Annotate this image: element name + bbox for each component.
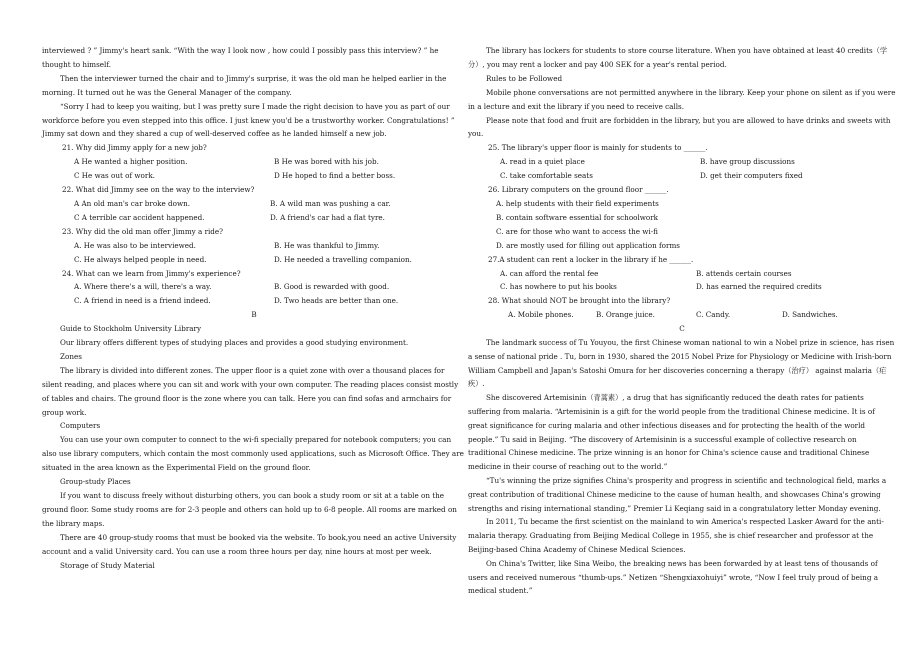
question-28: 28. What should NOT be brought into the library? (488, 296, 671, 306)
passage-paragraph: Please note that food and fruit are forbidden in the library, but you are allowed to have drinks and sweets with you. (468, 115, 891, 139)
question-22: 22. What did Jimmy see on the way to the interview? (62, 185, 255, 195)
left-column (42, 44, 466, 572)
question-21: 21. Why did Jimmy apply for a new job? (62, 143, 207, 153)
question-28-options (468, 308, 896, 322)
option: D. He needed a travelling companion. (274, 254, 412, 264)
option: C. has nowhere to put his books (500, 282, 617, 292)
passage-paragraph: You can use your own computer to connect to the wi-fi specially prepared for notebook computers; you can also use library computers, which contain the most commonly used applications, such as Microsoft Office. They are situated in the area known as the Experimental Field on the ground floor. (42, 435, 464, 473)
section-marker-c: C (679, 324, 685, 334)
option: A. help students with their field experiments (496, 198, 659, 208)
passage-paragraph: The library has lockers for students to store course literature. When you have obtained at least 40 credits（学分）, you may rent a locker and pay 400 SEK for a year's rental period. (468, 46, 888, 69)
question-27: 27.A student can rent a locker in the library if he ______. (488, 254, 694, 264)
option: A. can afford the rental fee (500, 268, 599, 278)
question-24: 24. What can we learn from Jimmy's experience? (62, 268, 241, 278)
passage-paragraph: The landmark success of Tu Youyou, the first Chinese woman national to win a Nobel prize in science, has risen a sense of national pride . Tu, born in 1930, shared the 2015 Nobel Prize for Physiology or Medicine with Irish-born William Campbell and Japan's Satoshi Omura for her discoveries concerning a therapy（治疗） against malaria（疟疾）. (468, 338, 895, 389)
option: D. are mostly used for filling out application forms (496, 240, 680, 250)
option: D. has earned the required credits (696, 282, 822, 292)
section-marker-b: B (251, 310, 257, 320)
passage-paragraph: In 2011, Tu became the first scientist on the mainland to win America's respected Lasker Award for the anti-malaria therapy. Graduating from Beijing Medical College in 1955, she is chief researcher and professor at the Beijing-based China Academy of Chinese Medical Sciences. (468, 517, 884, 554)
option: B. Good is rewarded with good. (274, 282, 390, 292)
option: D. Sandwiches. (782, 310, 838, 320)
option: A He wanted a higher position. (74, 157, 188, 167)
question-24-options (42, 280, 466, 308)
question-25: 25. The library's upper floor is mainly for students to ______. (488, 143, 708, 153)
passage-title: Guide to Stockholm University Library (60, 324, 202, 334)
question-25-options (468, 155, 896, 183)
story-paragraph: “Sorry I had to keep you waiting, but I was pretty sure I made the right decision to have you as part of our workforce before you even stepped into this office. I just knew you'd be a trustworthy worker. Congratulations! ” Jimmy sat down and they shared a cup of well-deserved coffee as he landed himself a new job. (42, 101, 455, 139)
subheading-computers: Computers (60, 421, 101, 431)
subheading-storage: Storage of Study Material (60, 560, 155, 570)
option: B. have group discussions (700, 157, 795, 167)
passage-paragraph: There are 40 group-study rooms that must be booked via the website. To book,you need an active University account and a valid University card. You can use a room three hours per day, nine hours at most per week. (42, 532, 457, 556)
option: B He was bored with his job. (274, 157, 379, 167)
question-26: 26. Library computers on the ground floor ______. (488, 185, 669, 195)
option: C He was out of work. (74, 171, 155, 181)
question-21-options (42, 155, 466, 183)
question-23-options (42, 239, 466, 267)
subheading-group-study: Group-study Places (60, 477, 131, 487)
option: B. contain software essential for schoolwork (496, 212, 659, 222)
passage-paragraph: Mobile phone conversations are not permitted anywhere in the library. Keep your phone on silent as if you were in a lecture and exit the library if you need to receive calls. (468, 87, 896, 111)
option: D He hoped to find a better boss. (274, 171, 396, 181)
right-column (468, 44, 896, 598)
question-23: 23. Why did the old man offer Jimmy a ride? (62, 226, 224, 236)
option: A An old man's car broke down. (74, 198, 191, 208)
option: B. He was thankful to Jimmy. (274, 240, 380, 250)
option: C. take comfortable seats (500, 171, 593, 181)
option: B. A wild man was pushing a car. (270, 198, 391, 208)
option: B. Orange juice. (596, 310, 655, 320)
option: A. Mobile phones. (508, 310, 574, 320)
option: C. are for those who want to access the wi-fi (496, 226, 658, 236)
passage-paragraph: The library is divided into different zones. The upper floor is a quiet zone with over a thousand places for silent reading, and places where you can sit and work with your own computer. The reading places consist mostly of tables and chairs. The ground floor is the zone where you can talk. Here you can find sofas and armchairs for group work. (42, 365, 459, 417)
passage-paragraph: “Tu's winning the prize signifies China's prosperity and progress in scientific and technological field, marks a great contribution of traditional Chinese medicine to the cause of human health, and showcases China's growing strengths and rising international standing,” Premier Li Keqiang said in a congratulatory letter Monday evening. (468, 476, 887, 513)
option: B. attends certain courses (696, 268, 792, 278)
option: D. get their computers fixed (700, 171, 803, 181)
option: A. read in a quiet place (500, 157, 585, 167)
option: C. A friend in need is a friend indeed. (74, 296, 211, 306)
option: D. A friend's car had a flat tyre. (270, 212, 385, 222)
option: A. He was also to be interviewed. (74, 240, 196, 250)
subheading-zones: Zones (60, 351, 82, 361)
passage-paragraph: On China's Twitter, like Sina Weibo, the breaking news has been forwarded by at least tens of thousands of users and received numerous “thumb-ups.” Netizen “Shengxiaxohuiyi” wrote, “Now I feel truly proud of being a medical student.” (468, 558, 878, 596)
story-paragraph: Then the interviewer turned the chair and to Jimmy's surprise, it was the old man he helped earlier in the morning. It turned out he was the General Manager of the company. (42, 73, 447, 97)
option: D. Two heads are better than one. (274, 296, 399, 306)
question-22-options (42, 197, 466, 225)
passage-paragraph: Our library offers different types of studying places and provides a good studying environment. (60, 338, 409, 348)
story-paragraph: interviewed ? ” Jimmy's heart sank. “With the way I look now , how could I possibly pass this interview? ” he thought to himself. (42, 46, 439, 69)
option: A. Where there's a will, there's a way. (74, 282, 212, 292)
passage-paragraph: She discovered Artemisinin（青蒿素）, a drug that has significantly reduced the death rates for patients suffering from malaria. “Artemisinin is a gift for the world people from the traditional Chinese medicine. It is of great significance for curing malaria and other infectious diseases and for protecting the health of the world people.” Tu said in Beijing. “The discovery of Artemisinin is a successful example of collective research on traditional Chinese medicine. The prize winning is an honor for China's science cause and traditional Chinese medicine in their course of reaching out to the world.” (468, 393, 875, 472)
option: C. He always helped people in need. (74, 254, 207, 264)
option: C. Candy. (696, 310, 731, 320)
subheading-rules: Rules to be Followed (486, 73, 563, 83)
option: C A terrible car accident happened. (74, 212, 205, 222)
passage-paragraph: If you want to discuss freely without disturbing others, you can book a study room or sit at a table on the ground floor. Some study rooms are for 2-3 people and others can hold up to 6-8 people. All rooms are marked on the library maps. (42, 491, 457, 528)
question-27-options (468, 267, 896, 295)
